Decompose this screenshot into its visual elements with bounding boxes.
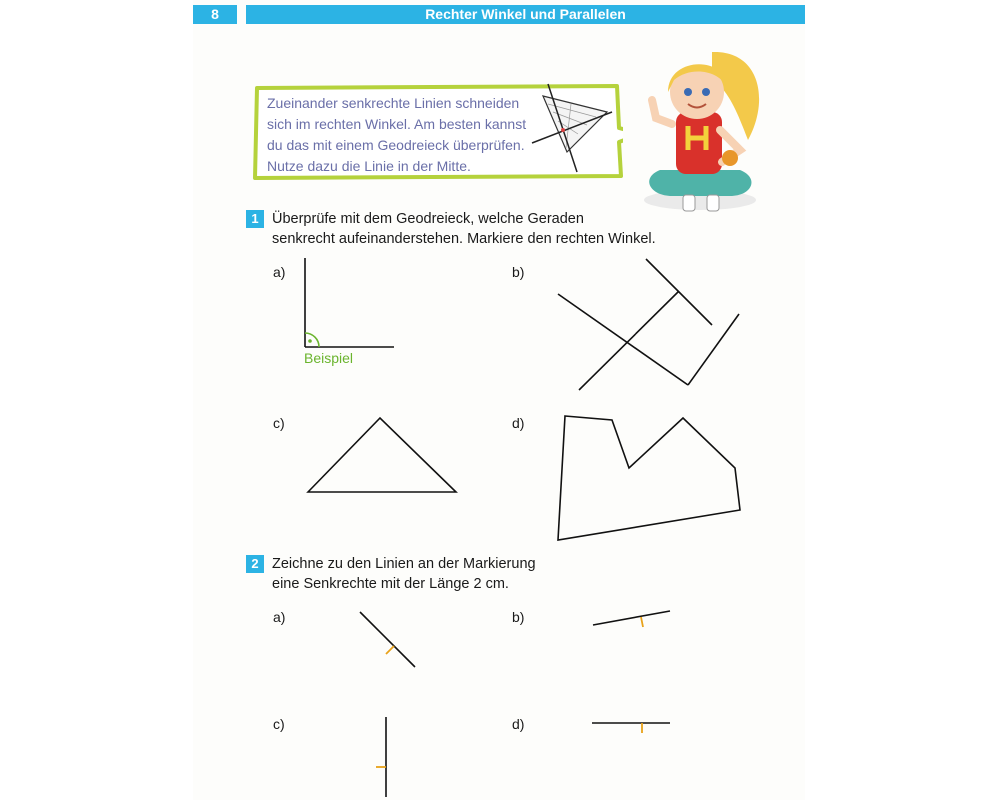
task-2-label-a: a) [273,609,286,625]
task-1-label-c: c) [273,415,285,431]
example-label: Beispiel [304,350,354,366]
task-1-label-b: b) [512,264,525,280]
task-1-label-a: a) [273,264,286,280]
task-1-label-d: d) [512,415,525,431]
task-2-number: 2 [246,555,264,573]
tip-line: du das mit einem Geodreieck überprüfen. [267,137,525,153]
tip-text [267,93,537,177]
task-1-line: senkrecht aufeinanderstehen. Markiere den rechten Winkel. [272,231,656,247]
tip-line: Zueinander senkrechte Linien schneiden [267,95,520,111]
task-2-line: eine Senkrechte mit der Länge 2 cm. [272,576,509,592]
task-2-label-c: c) [273,716,285,732]
task-1-instructions [272,209,656,249]
tip-line: sich im rechten Winkel. Am besten kannst [267,116,527,132]
page-number: 8 [193,5,237,24]
task-2-label-d: d) [512,716,525,732]
task-1-line: Überprüfe mit dem Geodreieck, welche Geraden [272,211,584,227]
task-2-label-b: b) [512,609,525,625]
task-2-instructions [272,554,536,594]
page-title: Rechter Winkel und Parallelen [246,5,805,24]
task-1-number: 1 [246,210,264,228]
tip-line: Nutze dazu die Linie in der Mitte. [267,158,471,174]
task-2-line: Zeichne zu den Linien an der Markierung [272,556,536,572]
